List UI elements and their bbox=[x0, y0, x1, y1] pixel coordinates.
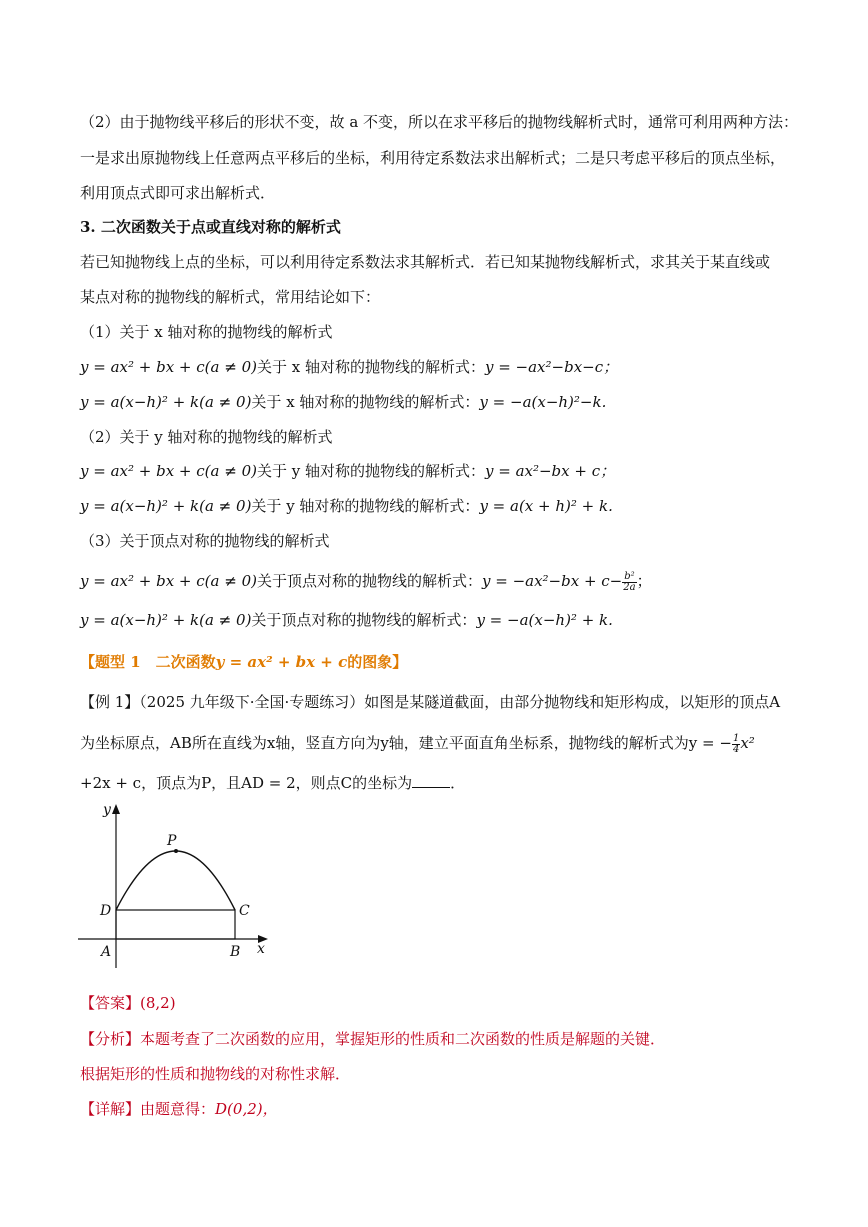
fraction-numerator: b² bbox=[624, 570, 635, 582]
formula-desc: 关于 x 轴对称的抛物线的解析式： bbox=[251, 393, 480, 411]
answer-label: 【答案】 bbox=[80, 994, 141, 1012]
answer-line bbox=[80, 993, 828, 1013]
paragraph-line: 若已知抛物线上点的坐标，可以利用待定系数法求其解析式．若已知某抛物线解析式，求其关于某直线或 bbox=[80, 253, 771, 271]
y-axis-arrow bbox=[112, 804, 120, 814]
formula-result: y = a(x + h)² + k. bbox=[479, 497, 613, 515]
label-x: x bbox=[257, 941, 265, 957]
detail-text: 由题意得： bbox=[140, 1100, 216, 1118]
detail-label: 【详解】 bbox=[80, 1100, 141, 1118]
fraction bbox=[622, 572, 636, 593]
analysis-line: 根据矩形的性质和抛物线的对称性求解． bbox=[80, 1065, 351, 1083]
formula-line bbox=[80, 357, 828, 377]
subsection-title: （1）关于 x 轴对称的抛物线的解析式 bbox=[80, 323, 333, 341]
fraction-denominator: 2a bbox=[623, 581, 636, 593]
paragraph-line: 利用顶点式即可求出解析式． bbox=[80, 184, 276, 202]
formula-result: y = −ax²−bx−c； bbox=[484, 358, 619, 376]
punctuation: ； bbox=[636, 572, 652, 590]
subsection-title: （3）关于顶点对称的抛物线的解析式 bbox=[80, 532, 330, 550]
paragraph-line: （2）由于抛物线平移后的形状不变，故 a 不变，所以在求平移后的抛物线解析式时，通常可利用两种方法： bbox=[80, 113, 799, 131]
detail-line bbox=[80, 1099, 828, 1119]
formula-original: y = ax² + bx + c(a ≠ 0) bbox=[80, 462, 257, 480]
tunnel-figure bbox=[76, 798, 276, 978]
formula-original: y = a(x−h)² + k(a ≠ 0) bbox=[80, 611, 252, 629]
fraction-denominator: 4 bbox=[732, 743, 740, 755]
rectangle-abcd bbox=[116, 910, 235, 939]
example-line: 【例 1】（2025 九年级下·全国·专题练习）如图是某隧道截面，由部分抛物线和矩形构成，以矩形的顶点A bbox=[80, 693, 781, 711]
formula-desc: 关于 y 轴对称的抛物线的解析式： bbox=[256, 462, 485, 480]
formula-line bbox=[80, 461, 828, 481]
answer-value: (8,2) bbox=[140, 994, 176, 1012]
formula-result: y = −a(x−h)²−k. bbox=[479, 393, 607, 411]
formula-line bbox=[80, 610, 828, 630]
formula-line bbox=[80, 571, 828, 593]
label-a: A bbox=[101, 944, 112, 960]
example-text: 为坐标原点，AB所在直线为x轴，竖直方向为y轴，建立平面直角坐标系，抛物线的解析式为y = − bbox=[80, 734, 732, 752]
formula-original: y = a(x−h)² + k(a ≠ 0) bbox=[80, 497, 252, 515]
formula-result: y = −ax²−bx + c− bbox=[481, 572, 623, 590]
formula-result: y = ax²−bx + c； bbox=[484, 462, 616, 480]
formula-original: y = ax² + bx + c(a ≠ 0) bbox=[80, 358, 257, 376]
formula-line bbox=[80, 496, 828, 516]
topic-suffix: 的图象】 bbox=[347, 653, 408, 671]
analysis-label: 【分析】 bbox=[80, 1030, 141, 1048]
subsection-title: （2）关于 y 轴对称的抛物线的解析式 bbox=[80, 428, 333, 446]
example-line bbox=[80, 733, 828, 755]
formula-desc: 关于 x 轴对称的抛物线的解析式： bbox=[256, 358, 485, 376]
fraction-numerator: 1 bbox=[732, 732, 740, 744]
formula-original: y = a(x−h)² + k(a ≠ 0) bbox=[80, 393, 252, 411]
topic-formula: y = ax² + bx + c bbox=[215, 653, 348, 671]
topic-prefix: 【题型 1 二次函数 bbox=[80, 653, 216, 671]
analysis-line bbox=[80, 1029, 828, 1049]
formula-result: y = −a(x−h)² + k. bbox=[476, 611, 613, 629]
vertex-point bbox=[174, 849, 178, 853]
analysis-text: 本题考查了二次函数的应用，掌握矩形的性质和二次函数的性质是解题的关键． bbox=[140, 1030, 666, 1048]
topic-heading bbox=[80, 652, 828, 672]
parabola-arc bbox=[116, 851, 235, 910]
answer-blank bbox=[412, 773, 450, 788]
example-line bbox=[80, 773, 828, 793]
formula-line bbox=[80, 392, 828, 412]
label-d: D bbox=[100, 903, 112, 919]
formula-original: y = ax² + bx + c(a ≠ 0) bbox=[80, 572, 257, 590]
detail-math: D(0,2)， bbox=[215, 1100, 278, 1118]
formula-desc: 关于 y 轴对称的抛物线的解析式： bbox=[251, 497, 480, 515]
formula-desc: 关于顶点对称的抛物线的解析式： bbox=[256, 572, 482, 590]
example-math: x² bbox=[740, 734, 755, 752]
paragraph-line: 某点对称的抛物线的解析式，常用结论如下： bbox=[80, 288, 381, 306]
label-y: y bbox=[103, 802, 111, 818]
label-c: C bbox=[239, 903, 250, 919]
section-heading: 3. 二次函数关于点或直线对称的解析式 bbox=[80, 218, 341, 236]
label-p: P bbox=[167, 833, 177, 849]
example-text: +2x + c，顶点为P，且AD = 2，则点C的坐标为 bbox=[80, 774, 413, 792]
formula-desc: 关于顶点对称的抛物线的解析式： bbox=[251, 611, 477, 629]
label-b: B bbox=[230, 944, 241, 960]
punctuation: ． bbox=[450, 774, 466, 792]
paragraph-line: 一是求出原抛物线上任意两点平移后的坐标，利用待定系数法求出解析式；二是只考虑平移后的顶点坐标， bbox=[80, 149, 786, 167]
